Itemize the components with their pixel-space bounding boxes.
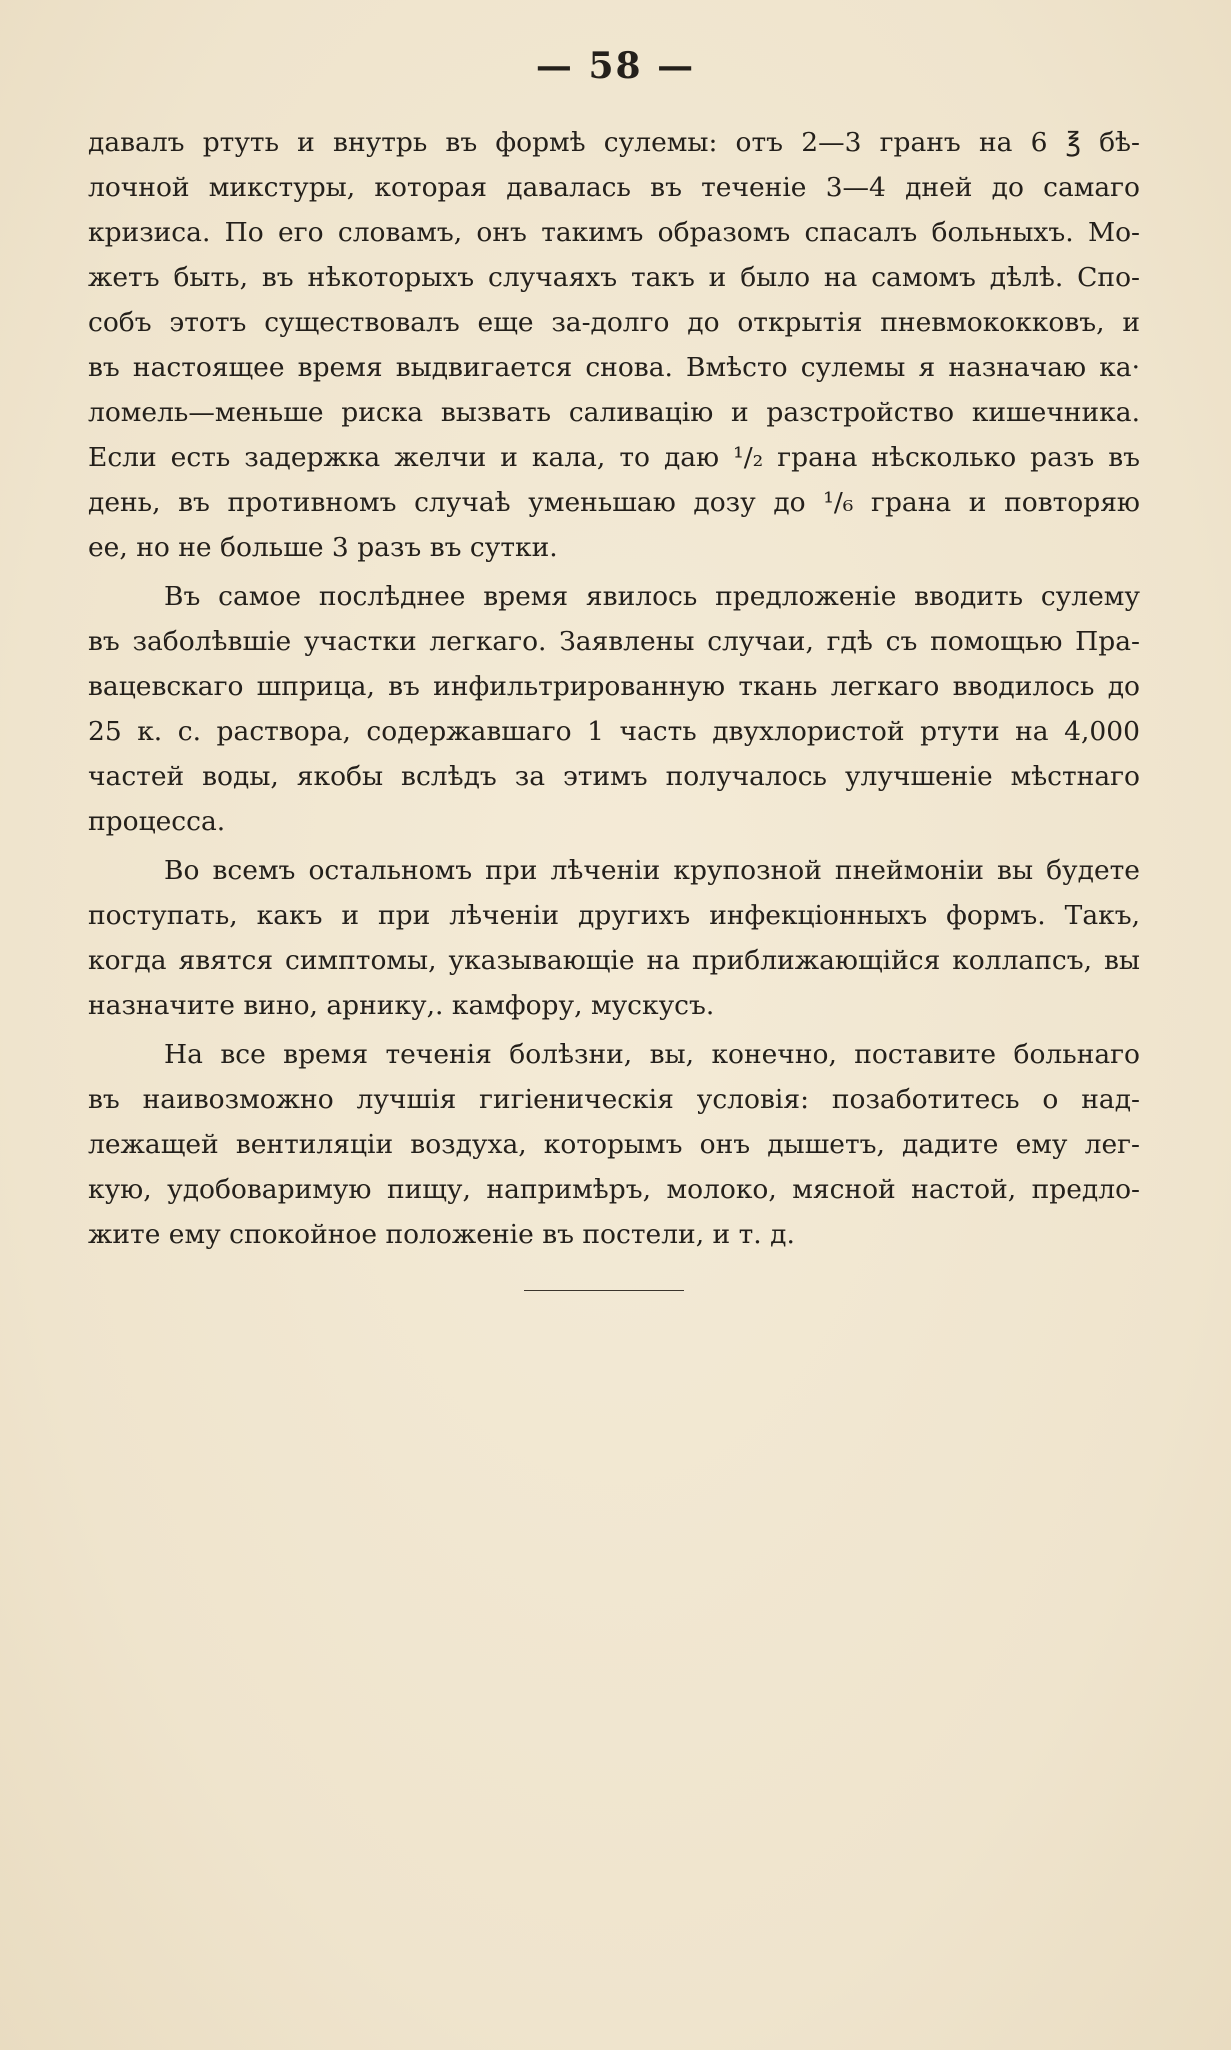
text-line: Во всемъ остальномъ при лѣченіи крупозной пнеймоніи вы будете bbox=[164, 855, 1140, 886]
text-line: собъ этотъ существовалъ еще за-долго до открытія пневмококковъ, и bbox=[88, 307, 1140, 338]
text-line: въ наивозможно лучшія гигіеническія условія: позаботитесь о над- bbox=[88, 1084, 1140, 1115]
paragraph-injection-method bbox=[88, 574, 1140, 844]
paragraph-hygiene bbox=[88, 1032, 1140, 1257]
text-line: лочной микстуры, которая давалась въ теченіе 3—4 дней до самаго bbox=[88, 172, 1140, 203]
text-line: 25 к. с. раствора, содержавшаго 1 часть двухлористой ртути на 4,000 bbox=[88, 716, 1140, 747]
text-line: день, въ противномъ случаѣ уменьшаю дозу до ¹/₆ грана и повторяю bbox=[88, 487, 1140, 518]
text-line: ее, но не больше 3 разъ въ сутки. bbox=[88, 532, 558, 563]
text-line: Если есть задержка желчи и кала, то даю ¹/₂ грана нѣсколько разъ въ bbox=[88, 442, 1140, 473]
text-line: жите ему спокойное положеніе въ постели, и т. д. bbox=[88, 1219, 795, 1250]
section-end-rule bbox=[524, 1290, 684, 1291]
text-line: назначите вино, арнику,. камфору, мускусъ. bbox=[88, 990, 715, 1021]
body-text bbox=[88, 120, 1140, 1257]
text-line: лежащей вентиляціи воздуха, которымъ онъ дышетъ, дадите ему лег- bbox=[88, 1129, 1140, 1160]
text-line: вацевскаго шприца, въ инфильтрированную ткань легкаго вводилось до bbox=[88, 671, 1140, 702]
page-number: — 58 — bbox=[535, 45, 696, 87]
text-line: когда явятся симптомы, указывающіе на приближающійся коллапсъ, вы bbox=[88, 945, 1140, 976]
paragraph-mercury-treatment bbox=[88, 120, 1140, 570]
text-line: жетъ быть, въ нѣкоторыхъ случаяхъ такъ и было на самомъ дѣлѣ. Спо- bbox=[88, 262, 1140, 293]
text-line: поступать, какъ и при лѣченіи другихъ инфекціонныхъ формъ. Такъ, bbox=[88, 900, 1140, 931]
text-line: кую, удобоваримую пищу, напримѣръ, молоко, мясной настой, предло- bbox=[88, 1174, 1140, 1205]
text-line: Въ самое послѣднее время явилось предложеніе вводить сулему bbox=[164, 581, 1140, 612]
text-line: кризиса. По его словамъ, онъ такимъ образомъ спасалъ больныхъ. Мо- bbox=[88, 217, 1140, 248]
text-line: На все время теченія болѣзни, вы, конечно, поставите больнаго bbox=[164, 1039, 1140, 1070]
paragraph-general-treatment bbox=[88, 848, 1140, 1028]
text-line: процесса. bbox=[88, 806, 226, 837]
text-line: давалъ ртуть и внутрь въ формѣ сулемы: отъ 2—3 гранъ на 6 ℥ бѣ- bbox=[88, 127, 1140, 158]
text-line: въ заболѣвшіе участки легкаго. Заявлены случаи, гдѣ съ помощью Пра- bbox=[88, 626, 1140, 657]
text-line: въ настоящее время выдвигается снова. Вмѣсто сулемы я назначаю ка· bbox=[88, 352, 1140, 383]
text-line: ломель—меньше риска вызвать саливацію и разстройство кишечника. bbox=[88, 397, 1140, 428]
text-line: частей воды, якобы вслѣдъ за этимъ получалось улучшеніе мѣстнаго bbox=[88, 761, 1140, 792]
